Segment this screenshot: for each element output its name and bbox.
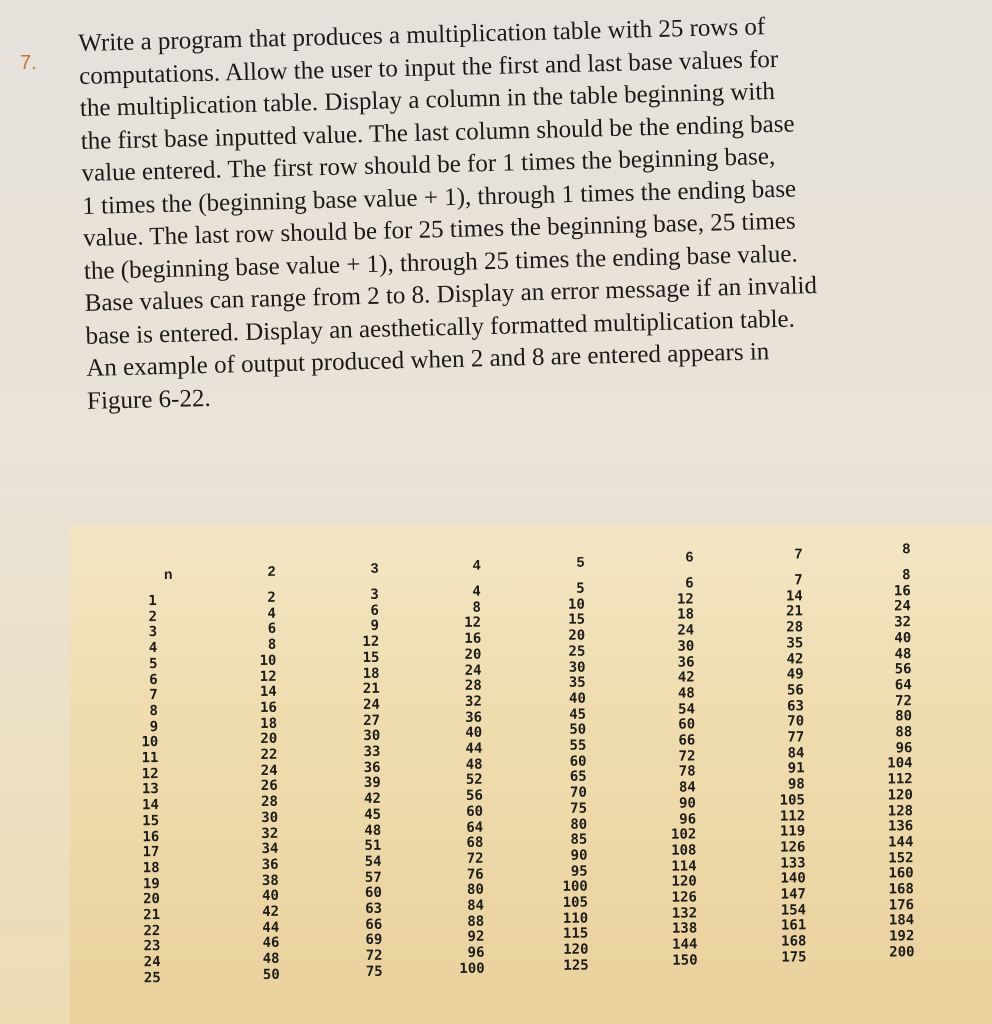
table-cell: 136 [887, 818, 914, 835]
table-cell: 95 [570, 863, 588, 880]
table-cell: 66 [678, 732, 696, 749]
table-cell: 8 [472, 599, 481, 616]
table-cell: 75 [570, 800, 588, 817]
table-cell: 51 [364, 837, 382, 855]
table-cell: 1 [148, 593, 157, 610]
table-cell: 28 [786, 619, 804, 636]
table-cell: 48 [894, 645, 912, 662]
table-cell: 9 [370, 618, 380, 635]
table-cell: 88 [895, 724, 913, 741]
question-line: Base values can range from 2 to 8. Display an error message if an invalid [84, 272, 818, 317]
table-cell: 56 [786, 682, 804, 699]
table-cell: 22 [143, 922, 161, 939]
table-cell: 150 [672, 952, 698, 969]
table-cell: 120 [563, 941, 589, 958]
table-cell: 8 [149, 702, 159, 720]
table-cell: 77 [787, 729, 805, 746]
table-cell: 126 [780, 839, 806, 856]
table-cell: 63 [365, 900, 383, 917]
table-cell: 15 [568, 612, 586, 629]
table-cell: 104 [887, 755, 913, 772]
column-header: 5 [576, 553, 585, 570]
question-line: the first base inputted value. The last column should be the ending base [80, 110, 795, 155]
table-cell: 48 [465, 756, 483, 773]
table-cell: 90 [679, 795, 697, 812]
table-cell: 144 [672, 936, 698, 953]
table-cell: 19 [142, 875, 160, 892]
table-cell: 40 [568, 690, 586, 707]
table-cell: 34 [261, 841, 279, 858]
table-cell: 42 [262, 903, 280, 921]
table-cell: 20 [568, 627, 586, 644]
table-cell: 200 [889, 943, 915, 961]
table-cell: 160 [888, 865, 914, 882]
question-line: 1 times the (beginning base value + 1), through 1 times the ending base [82, 175, 797, 220]
table-cell: 24 [260, 762, 278, 779]
table-cell: 102 [670, 826, 697, 843]
table-cell: 54 [364, 853, 382, 870]
table-cell: 55 [569, 737, 587, 754]
table-cell: 138 [671, 920, 698, 938]
table-cell: 32 [894, 614, 912, 631]
table-cell: 52 [465, 772, 483, 789]
table-cell: 42 [677, 669, 695, 686]
table-cell: 6 [149, 671, 158, 688]
table-cell: 120 [671, 873, 697, 891]
table-cell: 24 [464, 662, 482, 679]
question-line: value entered. The first row should be for 1 times the beginning base, [81, 143, 776, 187]
table-cell: 66 [365, 916, 383, 933]
table-cell: 48 [364, 822, 382, 839]
table-cell: 110 [562, 910, 589, 927]
table-cell: 49 [786, 666, 804, 683]
table-cell: 98 [787, 776, 805, 793]
table-cell: 28 [260, 793, 278, 811]
table-cell: 125 [563, 957, 589, 974]
table-cell: 147 [780, 886, 806, 903]
column-header: 3 [370, 559, 379, 576]
table-cell: 5 [576, 580, 585, 597]
table-cell: 72 [365, 947, 383, 965]
table-cell: 9 [149, 718, 159, 735]
table-cell: 2 [267, 589, 276, 606]
table-cell: 48 [677, 685, 695, 702]
table-cell: 70 [569, 784, 587, 801]
column-header: 4 [472, 556, 481, 573]
table-cell: 80 [466, 881, 484, 899]
table-cell: 24 [677, 622, 695, 639]
table-cell: 25 [568, 643, 586, 660]
table-cell: 72 [466, 850, 484, 867]
table-cell: 18 [677, 606, 695, 624]
column-header: n [163, 565, 173, 583]
table-cell: 21 [786, 603, 804, 620]
table-cell: 60 [678, 716, 696, 733]
table-cell: 168 [781, 933, 807, 950]
table-cell: 35 [568, 674, 586, 691]
table-cell: 5 [148, 655, 158, 672]
table-cell: 13 [141, 781, 159, 798]
table-cell: 21 [143, 907, 161, 924]
table-cell: 38 [261, 872, 279, 889]
table-cell: 168 [888, 881, 914, 898]
table-cell: 33 [363, 743, 381, 760]
table-cell: 42 [786, 650, 804, 668]
table-cell: 45 [569, 706, 587, 723]
question-line: An example of output produced when 2 and 8 are entered appears in [85, 338, 770, 382]
table-cell: 60 [466, 803, 484, 820]
question-text [78, 6, 967, 417]
table-cell: 21 [362, 680, 380, 698]
table-cell: 7 [149, 687, 158, 704]
table-cell: 26 [260, 778, 278, 795]
table-cell: 4 [148, 640, 158, 657]
table-cell: 8 [267, 636, 277, 654]
table-cell: 112 [779, 807, 806, 825]
table-cell: 128 [887, 802, 914, 819]
table-cell: 92 [467, 929, 485, 946]
table-cell: 60 [569, 753, 587, 770]
table-cell: 6 [267, 621, 277, 638]
table-cell: 90 [570, 847, 588, 864]
table-cell: 80 [570, 816, 588, 833]
table-cell: 4 [267, 605, 277, 622]
table-cell: 14 [259, 684, 277, 701]
table-cell: 36 [363, 759, 381, 776]
table-cell: 175 [781, 949, 807, 966]
table-cell: 115 [562, 925, 589, 943]
column-header: 8 [902, 540, 911, 557]
question-line: base is entered. Display an aesthetically formatted multiplication table. [85, 305, 796, 350]
question-line: the multiplication table. Display a column in the table beginning with [79, 77, 776, 122]
table-cell: 120 [887, 786, 913, 804]
table-cell: 4 [472, 583, 481, 600]
multiplication-table [70, 515, 992, 1024]
table-cell: 7 [794, 572, 803, 589]
table-cell: 44 [262, 919, 280, 936]
table-cell: 15 [362, 649, 380, 666]
table-cell: 12 [362, 633, 380, 651]
table-cell: 75 [365, 963, 383, 980]
table-cell: 32 [464, 693, 482, 710]
table-cell: 36 [465, 709, 483, 726]
table-cell: 114 [671, 858, 697, 875]
table-cell: 3 [370, 586, 379, 603]
table-cell: 12 [141, 765, 159, 782]
table-cell: 24 [143, 954, 161, 971]
table-cell: 80 [895, 708, 913, 725]
table-cell: 30 [568, 659, 586, 676]
table-cell: 39 [363, 775, 381, 792]
table-cell: 25 [143, 969, 161, 987]
table-cell: 27 [363, 712, 381, 729]
table-cell: 2 [148, 608, 158, 625]
table-cell: 64 [894, 677, 912, 694]
table-cell: 23 [143, 938, 161, 955]
table-cell: 78 [678, 763, 696, 781]
table-cell: 18 [142, 859, 160, 877]
table-cell: 133 [780, 854, 806, 872]
table-cell: 6 [685, 575, 694, 592]
table-cell: 45 [364, 806, 382, 823]
table-cell: 154 [780, 902, 807, 919]
table-cell: 91 [787, 760, 805, 777]
table-cell: 119 [779, 823, 806, 840]
question-number: 7. [20, 52, 37, 74]
table-cell: 144 [887, 834, 914, 851]
table-cell: 3 [148, 624, 158, 641]
table-cell: 14 [141, 797, 160, 814]
table-cell: 22 [260, 746, 278, 764]
column-header: 7 [794, 545, 803, 562]
table-cell: 20 [142, 891, 161, 908]
table-cell: 14 [785, 588, 803, 605]
table-cell: 36 [677, 653, 695, 671]
table-cell: 192 [888, 928, 915, 945]
table-cell: 126 [671, 889, 698, 906]
table-cell: 96 [895, 739, 913, 757]
table-cell: 100 [562, 878, 588, 896]
table-cell: 6 [370, 602, 379, 619]
table-cell: 18 [362, 665, 380, 682]
table-cell: 40 [465, 724, 483, 742]
table-cell: 24 [362, 696, 380, 713]
table-cell: 72 [894, 692, 912, 709]
table-cell: 56 [465, 787, 483, 804]
table-cell: 84 [467, 897, 485, 914]
table-cell: 65 [569, 768, 587, 786]
table-cell: 84 [787, 745, 805, 762]
table-cell: 56 [894, 661, 912, 678]
table-cell: 48 [262, 950, 280, 968]
question-line: the (beginning base value + 1), through 25 times the ending base value. [83, 239, 798, 285]
table-cell: 16 [893, 582, 911, 600]
table-cell: 184 [888, 912, 915, 929]
table-cell: 40 [261, 888, 279, 905]
table-cell: 50 [262, 966, 280, 983]
table-cell: 60 [364, 885, 382, 902]
multiplication-table-figure [70, 525, 992, 1024]
table-cell: 140 [780, 870, 806, 887]
table-cell: 100 [459, 960, 485, 977]
table-cell: 12 [676, 591, 694, 608]
table-cell: 15 [142, 812, 160, 830]
table-cell: 54 [678, 701, 696, 718]
table-cell: 112 [887, 771, 913, 788]
table-cell: 72 [678, 748, 696, 765]
table-cell: 105 [779, 792, 806, 809]
table-cell: 32 [261, 825, 279, 842]
table-cell: 18 [260, 715, 278, 732]
table-cell: 20 [464, 646, 482, 663]
table-cell: 84 [678, 779, 696, 796]
question-line: Figure 6-22. [86, 384, 212, 415]
table-cell: 161 [780, 917, 807, 934]
table-cell: 10 [567, 596, 585, 613]
table-cell: 108 [671, 842, 697, 859]
question-line: Write a program that produces a multiplication table with 25 rows of [78, 13, 766, 57]
table-cell: 57 [364, 869, 382, 886]
table-cell: 16 [142, 828, 160, 845]
table-cell: 96 [679, 810, 697, 828]
table-cell: 35 [786, 635, 804, 652]
table-cell: 20 [260, 731, 278, 748]
table-cell: 11 [141, 750, 159, 767]
table-cell: 152 [888, 849, 914, 867]
table-cell: 64 [466, 819, 484, 836]
table-cell: 44 [465, 740, 483, 757]
column-header: 2 [267, 562, 276, 579]
question-line: computations. Allow the user to input the first and last base values for [78, 45, 779, 90]
table-cell: 36 [261, 856, 279, 873]
table-cell: 68 [466, 834, 484, 852]
table-cell: 16 [464, 630, 482, 647]
table-cell: 30 [261, 809, 279, 826]
table-cell: 24 [893, 598, 911, 615]
table-cell: 17 [142, 844, 160, 861]
table-cell: 10 [141, 734, 159, 751]
table-cell: 28 [464, 677, 482, 695]
column-header: 6 [685, 548, 694, 565]
table-cell: 88 [467, 913, 485, 930]
table-cell: 30 [363, 728, 381, 745]
table-cell: 12 [464, 615, 482, 632]
table-cell: 8 [902, 567, 911, 584]
table-cell: 30 [677, 638, 695, 655]
table-cell: 63 [786, 697, 805, 715]
table-cell: 42 [363, 790, 381, 808]
table-cell: 12 [259, 668, 277, 685]
question-line: value. The last row should be for 25 times the beginning base, 25 times [82, 207, 796, 252]
table-cell: 40 [894, 629, 912, 647]
table-cell: 69 [365, 932, 383, 949]
table-cell: 132 [671, 905, 698, 922]
table-cell: 50 [569, 721, 587, 739]
table-cell: 70 [787, 713, 805, 730]
table-cell: 176 [888, 896, 915, 914]
table-cell: 46 [262, 935, 280, 952]
table-cell: 85 [570, 831, 588, 848]
table-cell: 96 [467, 944, 485, 961]
table-cell: 16 [259, 699, 278, 716]
table-cell: 10 [259, 652, 277, 669]
table-cell: 105 [562, 894, 589, 911]
table-cell: 76 [466, 866, 484, 883]
